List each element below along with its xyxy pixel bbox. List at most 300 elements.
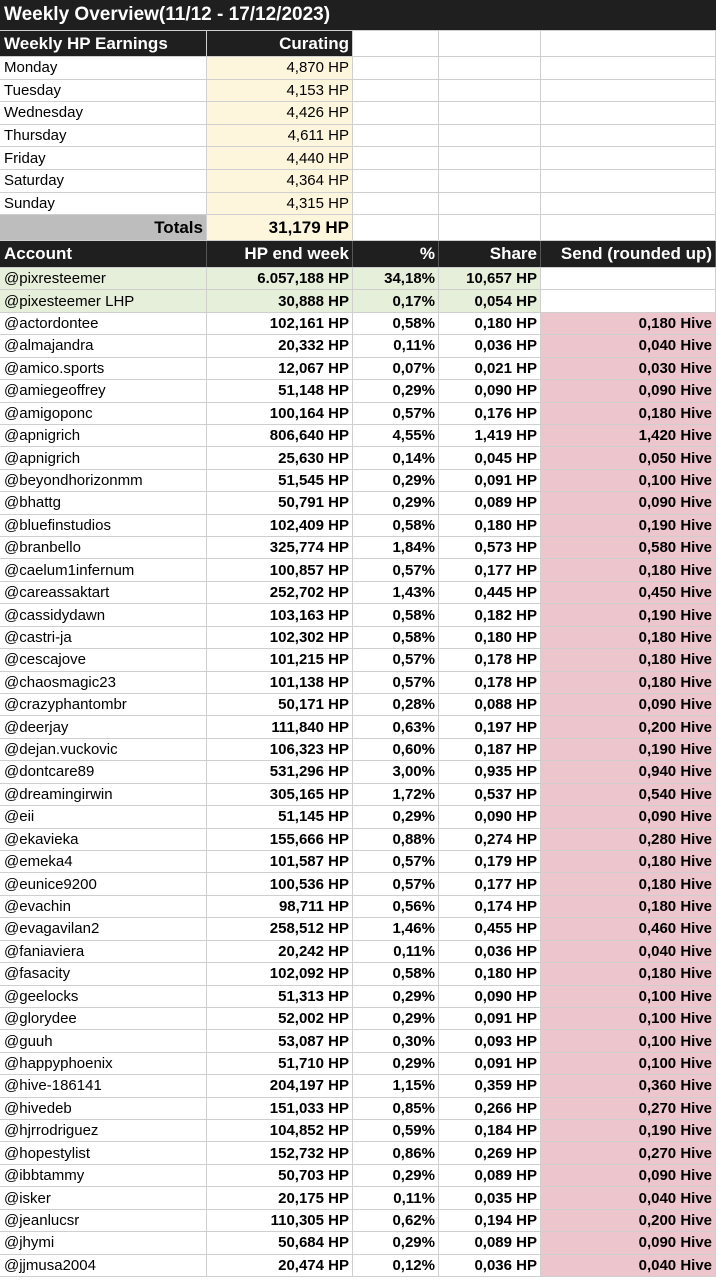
day-hp[interactable]: 4,315 HP <box>207 193 353 215</box>
day-hp[interactable]: 4,440 HP <box>207 147 353 169</box>
percent-cell[interactable]: 1,46% <box>353 918 439 939</box>
send-cell[interactable]: 0,460 Hive <box>541 918 716 939</box>
hp-cell[interactable]: 305,165 HP <box>207 784 353 805</box>
account-cell[interactable]: @apnigrich <box>0 425 207 446</box>
empty-cell[interactable] <box>541 193 716 215</box>
share-cell[interactable]: 0,573 HP <box>439 537 541 558</box>
table-row <box>0 1187 716 1209</box>
account-cell[interactable]: @careassaktart <box>0 582 207 603</box>
totals-row <box>0 215 716 241</box>
table-row <box>0 1232 716 1254</box>
hp-cell[interactable]: 12,067 HP <box>207 358 353 379</box>
send-cell[interactable]: 1,420 Hive <box>541 425 716 446</box>
send-cell[interactable]: 0,180 Hive <box>541 627 716 648</box>
account-cell[interactable]: @bhattg <box>0 492 207 513</box>
account-cell[interactable]: @beyondhorizonmm <box>0 470 207 491</box>
send-cell[interactable]: 0,180 Hive <box>541 313 716 334</box>
account-cell[interactable]: @geelocks <box>0 986 207 1007</box>
send-cell[interactable]: 0,180 Hive <box>541 896 716 917</box>
empty-cell[interactable] <box>353 31 439 56</box>
send-cell[interactable]: 0,090 Hive <box>541 1165 716 1186</box>
day-name[interactable]: Friday <box>0 147 207 169</box>
percent-cell[interactable]: 0,58% <box>353 963 439 984</box>
share-cell[interactable]: 0,537 HP <box>439 784 541 805</box>
percent-cell[interactable]: 0,29% <box>353 1053 439 1074</box>
share-cell[interactable]: 0,179 HP <box>439 851 541 872</box>
share-cell[interactable]: 0,089 HP <box>439 1165 541 1186</box>
empty-cell[interactable] <box>439 102 541 124</box>
send-cell[interactable] <box>541 268 716 289</box>
send-cell[interactable]: 0,270 Hive <box>541 1142 716 1163</box>
send-cell[interactable]: 0,190 Hive <box>541 739 716 760</box>
curating-header[interactable]: Curating <box>207 31 353 56</box>
empty-cell[interactable] <box>439 125 541 147</box>
percent-cell[interactable]: 0,57% <box>353 873 439 894</box>
share-cell[interactable]: 0,036 HP <box>439 1255 541 1276</box>
empty-cell[interactable] <box>353 57 439 79</box>
account-cell[interactable]: @dejan.vuckovic <box>0 739 207 760</box>
send-cell[interactable]: 0,040 Hive <box>541 941 716 962</box>
hp-cell[interactable]: 98,711 HP <box>207 896 353 917</box>
account-cell[interactable]: @isker <box>0 1187 207 1208</box>
percent-cell[interactable]: 0,57% <box>353 851 439 872</box>
share-cell[interactable]: 0,182 HP <box>439 604 541 625</box>
percent-cell[interactable]: 0,58% <box>353 313 439 334</box>
percent-cell[interactable]: 0,88% <box>353 829 439 850</box>
table-row <box>0 1030 716 1052</box>
send-cell[interactable]: 0,100 Hive <box>541 1053 716 1074</box>
account-cell[interactable]: @hive-186141 <box>0 1075 207 1096</box>
hp-cell[interactable]: 20,175 HP <box>207 1187 353 1208</box>
day-hp[interactable]: 4,611 HP <box>207 125 353 147</box>
send-cell[interactable]: 0,040 Hive <box>541 335 716 356</box>
send-cell[interactable]: 0,180 Hive <box>541 559 716 580</box>
send-cell[interactable]: 0,270 Hive <box>541 1098 716 1119</box>
totals-value[interactable]: 31,179 HP <box>207 215 353 240</box>
account-cell[interactable]: @eii <box>0 806 207 827</box>
empty-cell[interactable] <box>541 31 716 56</box>
account-cell[interactable]: @chaosmagic23 <box>0 672 207 693</box>
col-share[interactable]: Share <box>439 241 541 267</box>
account-cell[interactable]: @fasacity <box>0 963 207 984</box>
day-name[interactable]: Tuesday <box>0 80 207 102</box>
share-cell[interactable]: 0,194 HP <box>439 1210 541 1231</box>
hp-cell[interactable]: 806,640 HP <box>207 425 353 446</box>
percent-cell[interactable]: 3,00% <box>353 761 439 782</box>
share-cell[interactable]: 0,176 HP <box>439 403 541 424</box>
empty-cell[interactable] <box>439 31 541 56</box>
account-cell[interactable]: @bluefinstudios <box>0 515 207 536</box>
percent-cell[interactable]: 0,29% <box>353 1008 439 1029</box>
send-cell[interactable]: 0,100 Hive <box>541 986 716 1007</box>
empty-cell[interactable] <box>541 125 716 147</box>
earnings-header-label[interactable]: Weekly HP Earnings <box>0 31 207 56</box>
percent-cell[interactable]: 0,29% <box>353 492 439 513</box>
send-cell[interactable]: 0,280 Hive <box>541 829 716 850</box>
hp-cell[interactable]: 111,840 HP <box>207 716 353 737</box>
share-cell[interactable]: 0,359 HP <box>439 1075 541 1096</box>
hp-cell[interactable]: 50,684 HP <box>207 1232 353 1253</box>
table-row <box>0 1120 716 1142</box>
hp-cell[interactable]: 52,002 HP <box>207 1008 353 1029</box>
hp-cell[interactable]: 152,732 HP <box>207 1142 353 1163</box>
day-hp[interactable]: 4,870 HP <box>207 57 353 79</box>
percent-cell[interactable]: 0,30% <box>353 1030 439 1051</box>
table-row <box>0 896 716 918</box>
share-cell[interactable]: 0,089 HP <box>439 1232 541 1253</box>
hp-cell[interactable]: 101,215 HP <box>207 649 353 670</box>
hp-cell[interactable]: 51,145 HP <box>207 806 353 827</box>
hp-cell[interactable]: 325,774 HP <box>207 537 353 558</box>
percent-cell[interactable]: 0,57% <box>353 672 439 693</box>
hp-cell[interactable]: 252,702 HP <box>207 582 353 603</box>
table-row <box>0 649 716 671</box>
send-cell[interactable]: 0,040 Hive <box>541 1187 716 1208</box>
empty-cell[interactable] <box>541 57 716 79</box>
account-cell[interactable]: @evachin <box>0 896 207 917</box>
send-cell[interactable]: 0,090 Hive <box>541 380 716 401</box>
hp-cell[interactable]: 104,852 HP <box>207 1120 353 1141</box>
send-cell[interactable]: 0,580 Hive <box>541 537 716 558</box>
percent-cell[interactable]: 1,15% <box>353 1075 439 1096</box>
share-cell[interactable]: 0,177 HP <box>439 559 541 580</box>
account-cell[interactable]: @amigoponc <box>0 403 207 424</box>
percent-cell[interactable]: 0,57% <box>353 403 439 424</box>
share-cell[interactable]: 0,197 HP <box>439 716 541 737</box>
empty-cell[interactable] <box>353 170 439 192</box>
account-cell[interactable]: @ekavieka <box>0 829 207 850</box>
percent-cell[interactable]: 0,29% <box>353 806 439 827</box>
hp-cell[interactable]: 106,323 HP <box>207 739 353 760</box>
account-cell[interactable]: @almajandra <box>0 335 207 356</box>
day-hp[interactable]: 4,426 HP <box>207 102 353 124</box>
empty-cell[interactable] <box>541 215 716 240</box>
share-cell[interactable]: 0,091 HP <box>439 1008 541 1029</box>
share-cell[interactable]: 0,178 HP <box>439 649 541 670</box>
empty-cell[interactable] <box>439 193 541 215</box>
send-cell[interactable]: 0,180 Hive <box>541 851 716 872</box>
percent-cell[interactable]: 1,43% <box>353 582 439 603</box>
hp-cell[interactable]: 51,313 HP <box>207 986 353 1007</box>
share-cell[interactable]: 0,180 HP <box>439 963 541 984</box>
percent-cell[interactable]: 0,58% <box>353 604 439 625</box>
account-cell[interactable]: @cassidydawn <box>0 604 207 625</box>
table-row <box>0 447 716 469</box>
share-cell[interactable]: 0,093 HP <box>439 1030 541 1051</box>
empty-cell[interactable] <box>353 215 439 240</box>
hp-cell[interactable]: 204,197 HP <box>207 1075 353 1096</box>
share-cell[interactable]: 0,091 HP <box>439 1053 541 1074</box>
account-cell[interactable]: @emeka4 <box>0 851 207 872</box>
account-cell[interactable]: @actordontee <box>0 313 207 334</box>
empty-cell[interactable] <box>439 57 541 79</box>
share-cell[interactable]: 0,455 HP <box>439 918 541 939</box>
hp-cell[interactable]: 110,305 HP <box>207 1210 353 1231</box>
percent-cell[interactable]: 0,12% <box>353 1255 439 1276</box>
empty-cell[interactable] <box>353 125 439 147</box>
percent-cell[interactable]: 0,11% <box>353 1187 439 1208</box>
account-cell[interactable]: @ibbtammy <box>0 1165 207 1186</box>
percent-cell[interactable]: 0,28% <box>353 694 439 715</box>
share-cell[interactable]: 0,274 HP <box>439 829 541 850</box>
col-send[interactable]: Send (rounded up) <box>541 241 716 267</box>
col-account[interactable]: Account <box>0 241 207 267</box>
hp-cell[interactable]: 103,163 HP <box>207 604 353 625</box>
send-cell[interactable]: 0,180 Hive <box>541 672 716 693</box>
hp-cell[interactable]: 101,138 HP <box>207 672 353 693</box>
totals-label[interactable]: Totals <box>0 215 207 240</box>
day-name[interactable]: Monday <box>0 57 207 79</box>
account-cell[interactable]: @caelum1infernum <box>0 559 207 580</box>
hp-cell[interactable]: 51,545 HP <box>207 470 353 491</box>
send-cell[interactable] <box>541 290 716 311</box>
empty-cell[interactable] <box>541 170 716 192</box>
account-cell[interactable]: @jjmusa2004 <box>0 1255 207 1276</box>
hp-cell[interactable]: 20,474 HP <box>207 1255 353 1276</box>
share-cell[interactable]: 0,054 HP <box>439 290 541 311</box>
table-row <box>0 963 716 985</box>
percent-cell[interactable]: 0,11% <box>353 335 439 356</box>
share-cell[interactable]: 0,180 HP <box>439 515 541 536</box>
share-cell[interactable]: 0,045 HP <box>439 447 541 468</box>
empty-cell[interactable] <box>353 147 439 169</box>
share-cell[interactable]: 0,266 HP <box>439 1098 541 1119</box>
empty-cell[interactable] <box>439 147 541 169</box>
share-cell[interactable]: 0,090 HP <box>439 806 541 827</box>
day-row <box>0 193 716 216</box>
hp-cell[interactable]: 50,171 HP <box>207 694 353 715</box>
send-cell[interactable]: 0,200 Hive <box>541 716 716 737</box>
table-row <box>0 582 716 604</box>
table-row <box>0 268 716 290</box>
empty-cell[interactable] <box>353 102 439 124</box>
send-cell[interactable]: 0,940 Hive <box>541 761 716 782</box>
col-percent[interactable]: % <box>353 241 439 267</box>
percent-cell[interactable]: 0,29% <box>353 986 439 1007</box>
share-cell[interactable]: 0,088 HP <box>439 694 541 715</box>
table-row <box>0 1210 716 1232</box>
day-row <box>0 102 716 125</box>
hp-cell[interactable]: 100,164 HP <box>207 403 353 424</box>
share-cell[interactable]: 0,090 HP <box>439 986 541 1007</box>
send-cell[interactable]: 0,190 Hive <box>541 604 716 625</box>
account-cell[interactable]: @eunice9200 <box>0 873 207 894</box>
send-cell[interactable]: 0,100 Hive <box>541 1008 716 1029</box>
account-cell[interactable]: @guuh <box>0 1030 207 1051</box>
day-hp[interactable]: 4,153 HP <box>207 80 353 102</box>
send-cell[interactable]: 0,100 Hive <box>541 1030 716 1051</box>
hp-cell[interactable]: 258,512 HP <box>207 918 353 939</box>
hp-cell[interactable]: 30,888 HP <box>207 290 353 311</box>
sheet-title: Weekly Overview(11/12 - 17/12/2023) <box>0 0 716 31</box>
account-cell[interactable]: @deerjay <box>0 716 207 737</box>
share-cell[interactable]: 0,178 HP <box>439 672 541 693</box>
hp-cell[interactable]: 20,242 HP <box>207 941 353 962</box>
hp-cell[interactable]: 51,148 HP <box>207 380 353 401</box>
share-cell[interactable]: 0,021 HP <box>439 358 541 379</box>
percent-cell[interactable]: 4,55% <box>353 425 439 446</box>
percent-cell[interactable]: 0,07% <box>353 358 439 379</box>
day-name[interactable]: Wednesday <box>0 102 207 124</box>
send-cell[interactable]: 0,090 Hive <box>541 806 716 827</box>
share-cell[interactable]: 0,180 HP <box>439 627 541 648</box>
table-row <box>0 986 716 1008</box>
percent-cell[interactable]: 1,84% <box>353 537 439 558</box>
send-cell[interactable]: 0,180 Hive <box>541 963 716 984</box>
percent-cell[interactable]: 0,57% <box>353 559 439 580</box>
hp-cell[interactable]: 20,332 HP <box>207 335 353 356</box>
hp-cell[interactable]: 53,087 HP <box>207 1030 353 1051</box>
send-cell[interactable]: 0,090 Hive <box>541 694 716 715</box>
empty-cell[interactable] <box>439 170 541 192</box>
percent-cell[interactable]: 0,59% <box>353 1120 439 1141</box>
share-cell[interactable]: 0,036 HP <box>439 335 541 356</box>
percent-cell[interactable]: 34,18% <box>353 268 439 289</box>
hp-cell[interactable]: 102,302 HP <box>207 627 353 648</box>
percent-cell[interactable]: 0,58% <box>353 515 439 536</box>
account-cell[interactable]: @evagavilan2 <box>0 918 207 939</box>
day-hp[interactable]: 4,364 HP <box>207 170 353 192</box>
day-name[interactable]: Thursday <box>0 125 207 147</box>
send-cell[interactable]: 0,030 Hive <box>541 358 716 379</box>
send-cell[interactable]: 0,190 Hive <box>541 515 716 536</box>
share-cell[interactable]: 0,177 HP <box>439 873 541 894</box>
hp-cell[interactable]: 102,161 HP <box>207 313 353 334</box>
empty-cell[interactable] <box>541 147 716 169</box>
account-cell[interactable]: @crazyphantombr <box>0 694 207 715</box>
table-row <box>0 1255 716 1277</box>
percent-cell[interactable]: 0,14% <box>353 447 439 468</box>
hp-cell[interactable]: 51,710 HP <box>207 1053 353 1074</box>
send-cell[interactable]: 0,090 Hive <box>541 1232 716 1253</box>
percent-cell[interactable]: 0,57% <box>353 649 439 670</box>
hp-cell[interactable]: 50,791 HP <box>207 492 353 513</box>
account-cell[interactable]: @jhymi <box>0 1232 207 1253</box>
hp-cell[interactable]: 100,857 HP <box>207 559 353 580</box>
share-cell[interactable]: 0,445 HP <box>439 582 541 603</box>
empty-cell[interactable] <box>353 193 439 215</box>
percent-cell[interactable]: 0,86% <box>353 1142 439 1163</box>
account-cell[interactable]: @faniaviera <box>0 941 207 962</box>
share-cell[interactable]: 0,036 HP <box>439 941 541 962</box>
table-row <box>0 1008 716 1030</box>
account-cell[interactable]: @hivedeb <box>0 1098 207 1119</box>
table-row <box>0 358 716 380</box>
percent-cell[interactable]: 0,29% <box>353 1165 439 1186</box>
send-cell[interactable]: 0,090 Hive <box>541 492 716 513</box>
share-cell[interactable]: 0,269 HP <box>439 1142 541 1163</box>
percent-cell[interactable]: 0,85% <box>353 1098 439 1119</box>
account-cell[interactable]: @jeanlucsr <box>0 1210 207 1231</box>
account-cell[interactable]: @pixesteemer LHP <box>0 290 207 311</box>
account-cell[interactable]: @amiegeoffrey <box>0 380 207 401</box>
table-row <box>0 784 716 806</box>
share-cell[interactable]: 0,187 HP <box>439 739 541 760</box>
send-cell[interactable]: 0,200 Hive <box>541 1210 716 1231</box>
percent-cell[interactable]: 0,60% <box>353 739 439 760</box>
day-row <box>0 147 716 170</box>
account-cell[interactable]: @dontcare89 <box>0 761 207 782</box>
day-row <box>0 57 716 80</box>
share-cell[interactable]: 0,935 HP <box>439 761 541 782</box>
send-cell[interactable]: 0,040 Hive <box>541 1255 716 1276</box>
percent-cell[interactable]: 0,11% <box>353 941 439 962</box>
table-row <box>0 851 716 873</box>
share-cell[interactable]: 10,657 HP <box>439 268 541 289</box>
empty-cell[interactable] <box>541 80 716 102</box>
send-cell[interactable]: 0,180 Hive <box>541 403 716 424</box>
share-cell[interactable]: 0,090 HP <box>439 380 541 401</box>
send-cell[interactable]: 0,540 Hive <box>541 784 716 805</box>
send-cell[interactable]: 0,100 Hive <box>541 470 716 491</box>
hp-cell[interactable]: 102,092 HP <box>207 963 353 984</box>
send-cell[interactable]: 0,190 Hive <box>541 1120 716 1141</box>
account-cell[interactable]: @happyphoenix <box>0 1053 207 1074</box>
hp-cell[interactable]: 531,296 HP <box>207 761 353 782</box>
day-name[interactable]: Saturday <box>0 170 207 192</box>
share-cell[interactable]: 0,184 HP <box>439 1120 541 1141</box>
share-cell[interactable]: 0,091 HP <box>439 470 541 491</box>
empty-cell[interactable] <box>353 80 439 102</box>
hp-cell[interactable]: 6.057,188 HP <box>207 268 353 289</box>
account-cell[interactable]: @amico.sports <box>0 358 207 379</box>
send-cell[interactable]: 0,450 Hive <box>541 582 716 603</box>
empty-cell[interactable] <box>439 80 541 102</box>
send-cell[interactable]: 0,180 Hive <box>541 873 716 894</box>
share-cell[interactable]: 1,419 HP <box>439 425 541 446</box>
account-cell[interactable]: @apnigrich <box>0 447 207 468</box>
table-row <box>0 1142 716 1164</box>
percent-cell[interactable]: 0,29% <box>353 1232 439 1253</box>
account-cell[interactable]: @castri-ja <box>0 627 207 648</box>
hp-cell[interactable]: 151,033 HP <box>207 1098 353 1119</box>
empty-cell[interactable] <box>541 102 716 124</box>
percent-cell[interactable]: 0,63% <box>353 716 439 737</box>
percent-cell[interactable]: 0,58% <box>353 627 439 648</box>
percent-cell[interactable]: 0,56% <box>353 896 439 917</box>
hp-cell[interactable]: 102,409 HP <box>207 515 353 536</box>
hp-cell[interactable]: 100,536 HP <box>207 873 353 894</box>
account-cell[interactable]: @cescajove <box>0 649 207 670</box>
account-cell[interactable]: @hopestylist <box>0 1142 207 1163</box>
share-cell[interactable]: 0,035 HP <box>439 1187 541 1208</box>
send-cell[interactable]: 0,180 Hive <box>541 649 716 670</box>
percent-cell[interactable]: 0,29% <box>353 380 439 401</box>
hp-cell[interactable]: 25,630 HP <box>207 447 353 468</box>
send-cell[interactable]: 0,360 Hive <box>541 1075 716 1096</box>
percent-cell[interactable]: 0,17% <box>353 290 439 311</box>
send-cell[interactable]: 0,050 Hive <box>541 447 716 468</box>
percent-cell[interactable]: 1,72% <box>353 784 439 805</box>
share-cell[interactable]: 0,180 HP <box>439 313 541 334</box>
share-cell[interactable]: 0,089 HP <box>439 492 541 513</box>
hp-cell[interactable]: 101,587 HP <box>207 851 353 872</box>
account-cell[interactable]: @dreamingirwin <box>0 784 207 805</box>
percent-cell[interactable]: 0,62% <box>353 1210 439 1231</box>
account-cell[interactable]: @glorydee <box>0 1008 207 1029</box>
empty-cell[interactable] <box>439 215 541 240</box>
day-name[interactable]: Sunday <box>0 193 207 215</box>
percent-cell[interactable]: 0,29% <box>353 470 439 491</box>
col-hp-end-week[interactable]: HP end week <box>207 241 353 267</box>
hp-cell[interactable]: 50,703 HP <box>207 1165 353 1186</box>
account-cell[interactable]: @branbello <box>0 537 207 558</box>
account-cell[interactable]: @pixresteemer <box>0 268 207 289</box>
hp-cell[interactable]: 155,666 HP <box>207 829 353 850</box>
table-row <box>0 403 716 425</box>
account-cell[interactable]: @hjrrodriguez <box>0 1120 207 1141</box>
share-cell[interactable]: 0,174 HP <box>439 896 541 917</box>
